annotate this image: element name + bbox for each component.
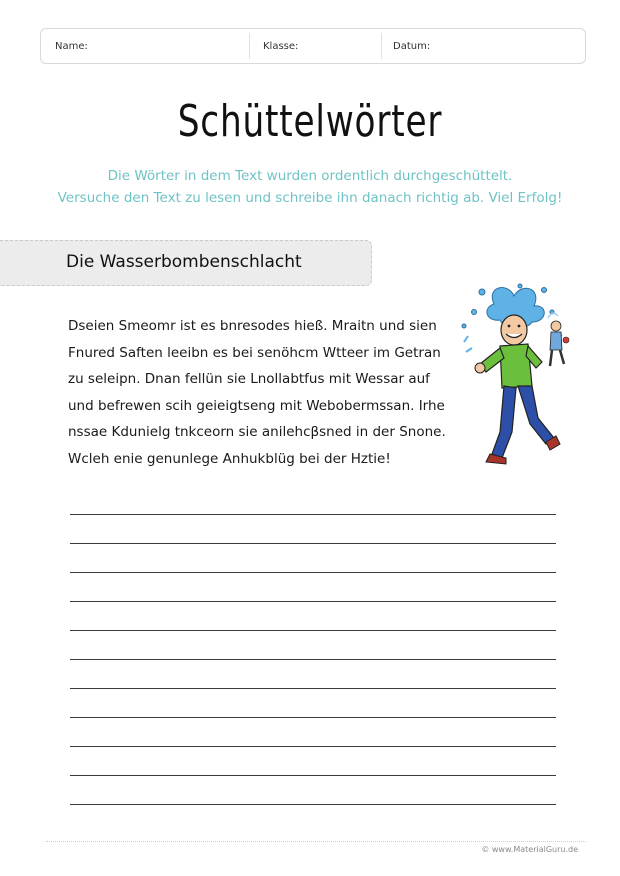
passage-line: Dseien Smeomr ist es bnresodes hieß. Mraitn und sien — [68, 318, 437, 334]
writing-line[interactable] — [70, 746, 556, 747]
header-divider — [249, 33, 250, 59]
instructions-line-2: Versuche den Text zu lesen und schreibe ihn danach richtig ab. Viel Erfolg! — [57, 190, 563, 206]
writing-line[interactable] — [70, 601, 556, 602]
instructions-line-1: Die Wörter in dem Text wurden ordentlich durchgeschüttelt. — [107, 168, 513, 184]
klasse-label: Klasse: — [263, 41, 299, 52]
header-divider — [381, 33, 382, 59]
copyright-footer: © www.MaterialGuru.de — [481, 845, 578, 854]
writing-line[interactable] — [70, 688, 556, 689]
datum-label: Datum: — [393, 41, 431, 52]
writing-line[interactable] — [70, 804, 556, 805]
passage-line: und befrewen scih geieigtseng mit Webobermssan. Irhe — [68, 397, 445, 414]
writing-line[interactable] — [70, 572, 556, 573]
writing-line[interactable] — [70, 543, 556, 544]
student-info-box — [40, 28, 586, 64]
writing-line[interactable] — [70, 717, 556, 718]
writing-line[interactable] — [70, 659, 556, 660]
passage-line: zu seleipn. Dnan fellün sie Lnollabtfus mit Wessar auf — [68, 371, 430, 387]
section-title: Die Wasserbombenschlacht — [66, 252, 302, 272]
passage-line: Wcleh enie genunlege Anhukblüg bei der Hztie! — [68, 450, 391, 467]
footer-divider — [46, 841, 586, 842]
scrambled-passage — [68, 313, 446, 472]
name-label: Name: — [55, 41, 88, 52]
passage-line: nssae Kdunielg tnkceorn sie anilehcβsned in der Snone. — [68, 424, 446, 440]
writing-line[interactable] — [70, 514, 556, 515]
writing-line[interactable] — [70, 775, 556, 776]
page-title: Schüttelwörter — [177, 96, 443, 147]
water-balloon-boy-illustration — [456, 282, 576, 472]
writing-line[interactable] — [70, 630, 556, 631]
passage-line: Fnured Saften leeibn es bei senöhcm Wtteer im Getran — [68, 344, 441, 361]
